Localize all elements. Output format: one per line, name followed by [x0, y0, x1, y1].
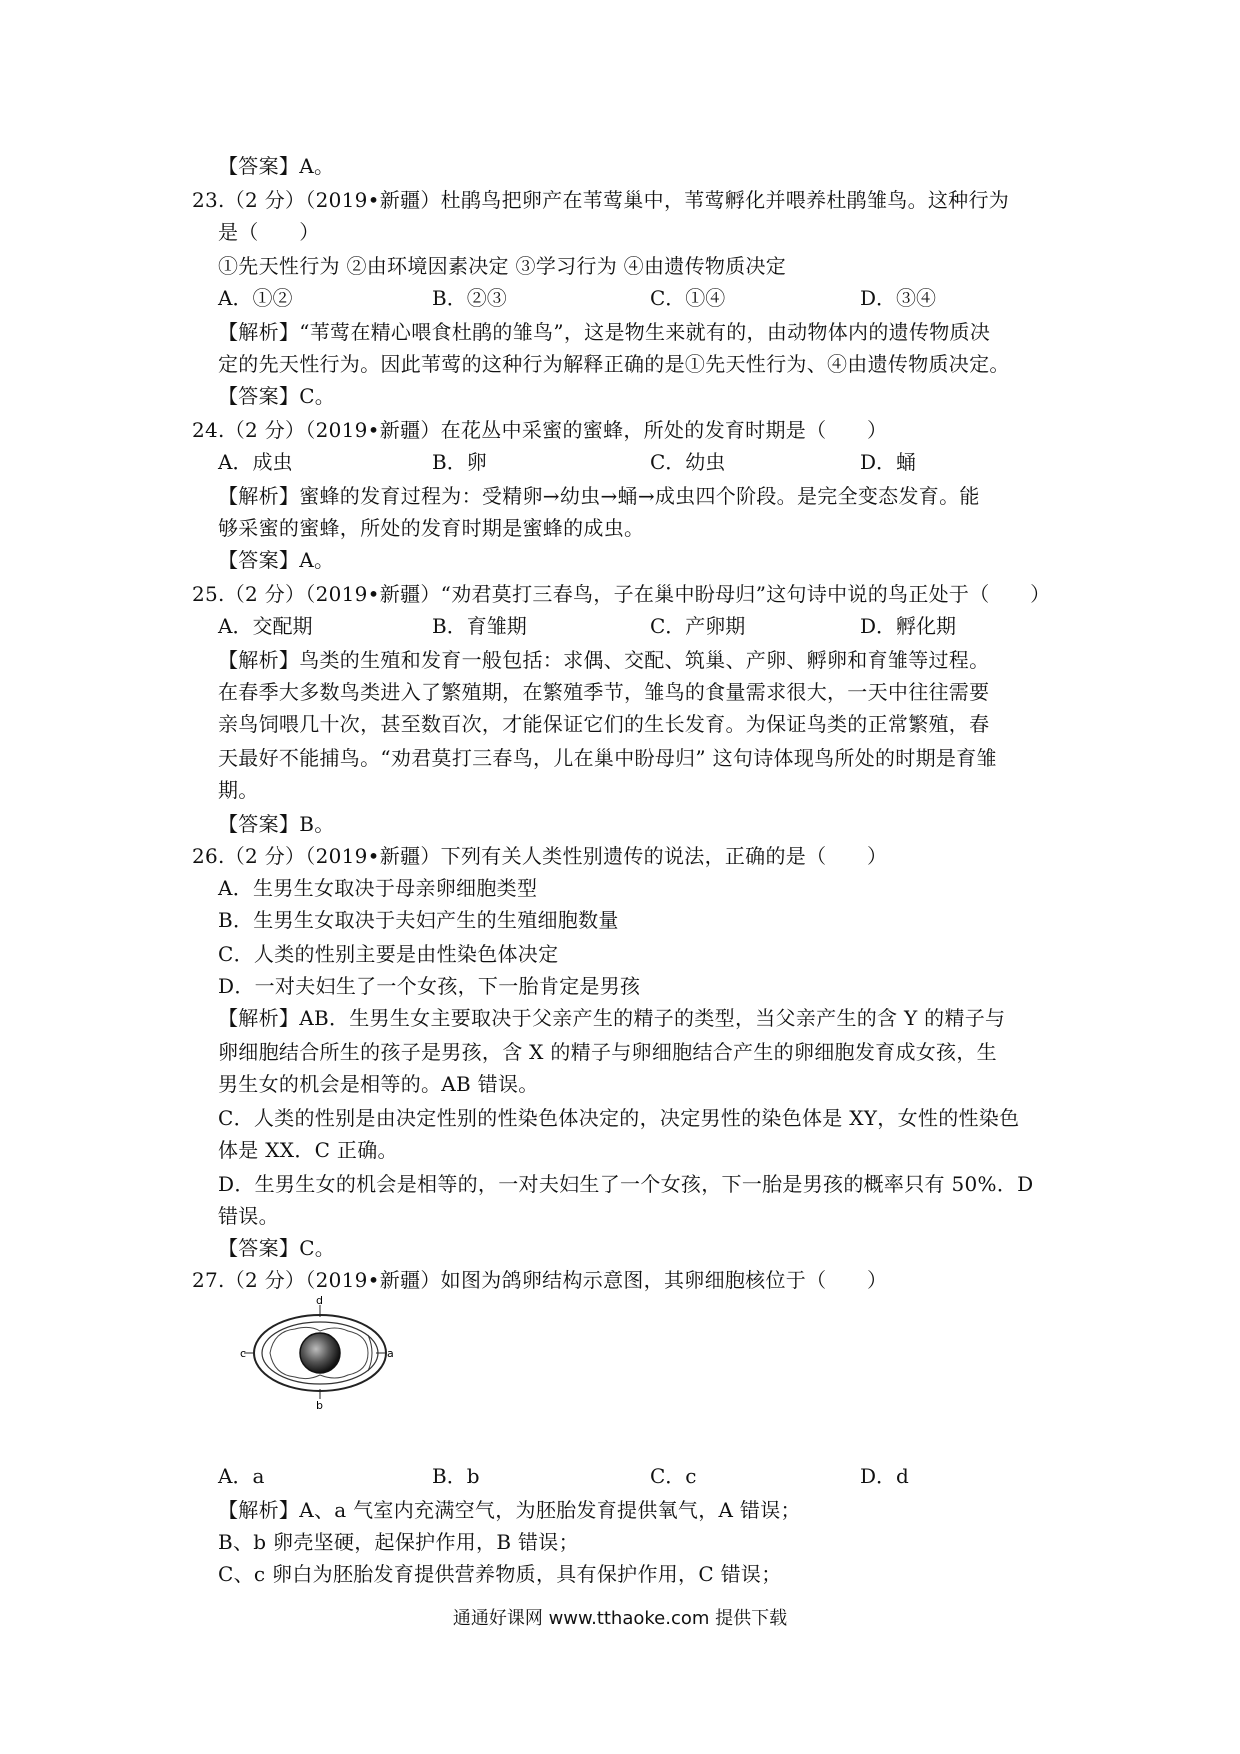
q26-analysis-line6: D．生男生女的机会是相等的，一对夫妇生了一个女孩，下一胎是男孩的概率只有 50%．D — [218, 1172, 1034, 1196]
pigeon-egg-diagram — [240, 1295, 395, 1410]
q27-analysis-line3: C、c 卵白为胚胎发育提供营养物质，具有保护作用，C 错误； — [218, 1562, 782, 1586]
q24-option-a: A．成虫 — [218, 450, 293, 474]
q27-option-a: A．a — [218, 1464, 265, 1488]
q23-analysis-line2: 定的先天性行为。因此苇莺的这种行为解释正确的是①先天性行为、④由遗传物质决定。 — [218, 352, 1010, 376]
q25-analysis-line2: 在春季大多数鸟类进入了繁殖期，在繁殖季节，雏鸟的食量需求很大，一天中往往需要 — [218, 680, 990, 704]
q24-answer: 【答案】A。 — [218, 548, 335, 572]
q27-stem: 27.（2 分）（2019•新疆）如图为鸽卵结构示意图，其卵细胞核位于（ ） — [192, 1268, 888, 1292]
q24-analysis-line1: 【解析】蜜蜂的发育过程为：受精卵→幼虫→蛹→成虫四个阶段。是完全变态发育。能 — [218, 484, 980, 508]
q26-answer: 【答案】C。 — [218, 1236, 336, 1260]
q27-analysis-line2: B、b 卵壳坚硬，起保护作用，B 错误； — [218, 1530, 579, 1554]
q25-analysis-line5: 期。 — [218, 778, 259, 802]
q24-option-b: B．卵 — [432, 450, 487, 474]
q26-option-a: A．生男生女取决于母亲卵细胞类型 — [218, 876, 538, 900]
figure-label-d: d — [316, 1295, 323, 1307]
q24-option-d: D．蛹 — [860, 450, 917, 474]
q23-option-c: C．①④ — [650, 286, 726, 310]
q27-option-c: C．c — [650, 1464, 697, 1488]
egg-air-cell — [368, 1335, 372, 1371]
q25-option-c: C．产卵期 — [650, 614, 746, 638]
q26-option-c: C．人类的性别主要是由性染色体决定 — [218, 942, 559, 966]
egg-yolk — [300, 1333, 340, 1373]
q23-items: ①先天性行为 ②由环境因素决定 ③学习行为 ④由遗传物质决定 — [218, 254, 787, 278]
q25-analysis-line1: 【解析】鸟类的生殖和发育一般包括：求偶、交配、筑巢、产卵、孵卵和育雏等过程。 — [218, 648, 990, 672]
figure-label-a: a — [387, 1347, 394, 1360]
q27-option-b: B．b — [432, 1464, 480, 1488]
q24-analysis-line2: 够采蜜的蜜蜂，所处的发育时期是蜜蜂的成虫。 — [218, 516, 645, 540]
q26-analysis-line5: 体是 XX．C 正确。 — [218, 1138, 398, 1162]
q23-answer: 【答案】C。 — [218, 384, 336, 408]
q23-stem-line1: 23.（2 分）（2019•新疆）杜鹃鸟把卵产在苇莺巢中，苇莺孵化并喂养杜鹃雏鸟。这种行为 — [192, 188, 1010, 212]
q25-analysis-line4: 天最好不能捕鸟。“劝君莫打三春鸟，儿在巢中盼母归” 这句诗体现鸟所处的时期是育雏 — [218, 746, 997, 770]
q24-stem: 24.（2 分）（2019•新疆）在花丛中采蜜的蜜蜂，所处的发育时期是（ ） — [192, 418, 888, 442]
q26-stem: 26.（2 分）（2019•新疆）下列有关人类性别遗传的说法，正确的是（ ） — [192, 844, 888, 868]
q26-analysis-line7: 错误。 — [218, 1204, 279, 1228]
q26-option-d: D．一对夫妇生了一个女孩，下一胎肯定是男孩 — [218, 974, 641, 998]
q26-analysis-line2: 卵细胞结合所生的孩子是男孩，含 X 的精子与卵细胞结合产生的卵细胞发育成女孩，生 — [218, 1040, 997, 1064]
q23-option-d: D．③④ — [860, 286, 937, 310]
q27-analysis-line1: 【解析】A、a 气室内充满空气，为胚胎发育提供氧气，A 错误； — [218, 1498, 801, 1522]
q23-option-a: A．①② — [218, 286, 293, 310]
q23-stem-line2: 是（ ） — [218, 220, 320, 244]
figure-label-b: b — [316, 1399, 323, 1410]
q23-option-b: B．②③ — [432, 286, 507, 310]
q26-option-b: B．生男生女取决于夫妇产生的生殖细胞数量 — [218, 908, 619, 932]
q23-analysis-line1: 【解析】“苇莺在精心喂食杜鹃的雏鸟”，这是物生来就有的，由动物体内的遗传物质决 — [218, 320, 991, 344]
q26-analysis-line4: C．人类的性别是由决定性别的性染色体决定的，决定男性的染色体是 XY，女性的性染色 — [218, 1106, 1020, 1130]
q24-option-c: C．幼虫 — [650, 450, 726, 474]
q27-option-d: D．d — [860, 1464, 909, 1488]
q26-analysis-line1: 【解析】AB．生男生女主要取决于父亲产生的精子的类型，当父亲产生的含 Y 的精子与 — [218, 1006, 1006, 1030]
q25-option-d: D．孵化期 — [860, 614, 957, 638]
q25-option-a: A．交配期 — [218, 614, 313, 638]
figure-label-c: c — [240, 1347, 247, 1360]
q25-analysis-line3: 亲鸟饲喂几十次，甚至数百次，才能保证它们的生长发育。为保证鸟类的正常繁殖，春 — [218, 712, 990, 736]
q26-analysis-line3: 男生女的机会是相等的。AB 错误。 — [218, 1072, 539, 1096]
q25-answer: 【答案】B。 — [218, 812, 335, 836]
q25-stem: 25.（2 分）（2019•新疆）“劝君莫打三春鸟，子在巢中盼母归”这句诗中说的鸟正处于（ ） — [192, 582, 1051, 606]
q25-option-b: B．育雏期 — [432, 614, 527, 638]
page-footer: 通通好课网 www.tthaoke.com 提供下载 — [452, 1608, 788, 1629]
q22-answer: 【答案】A。 — [218, 154, 335, 178]
